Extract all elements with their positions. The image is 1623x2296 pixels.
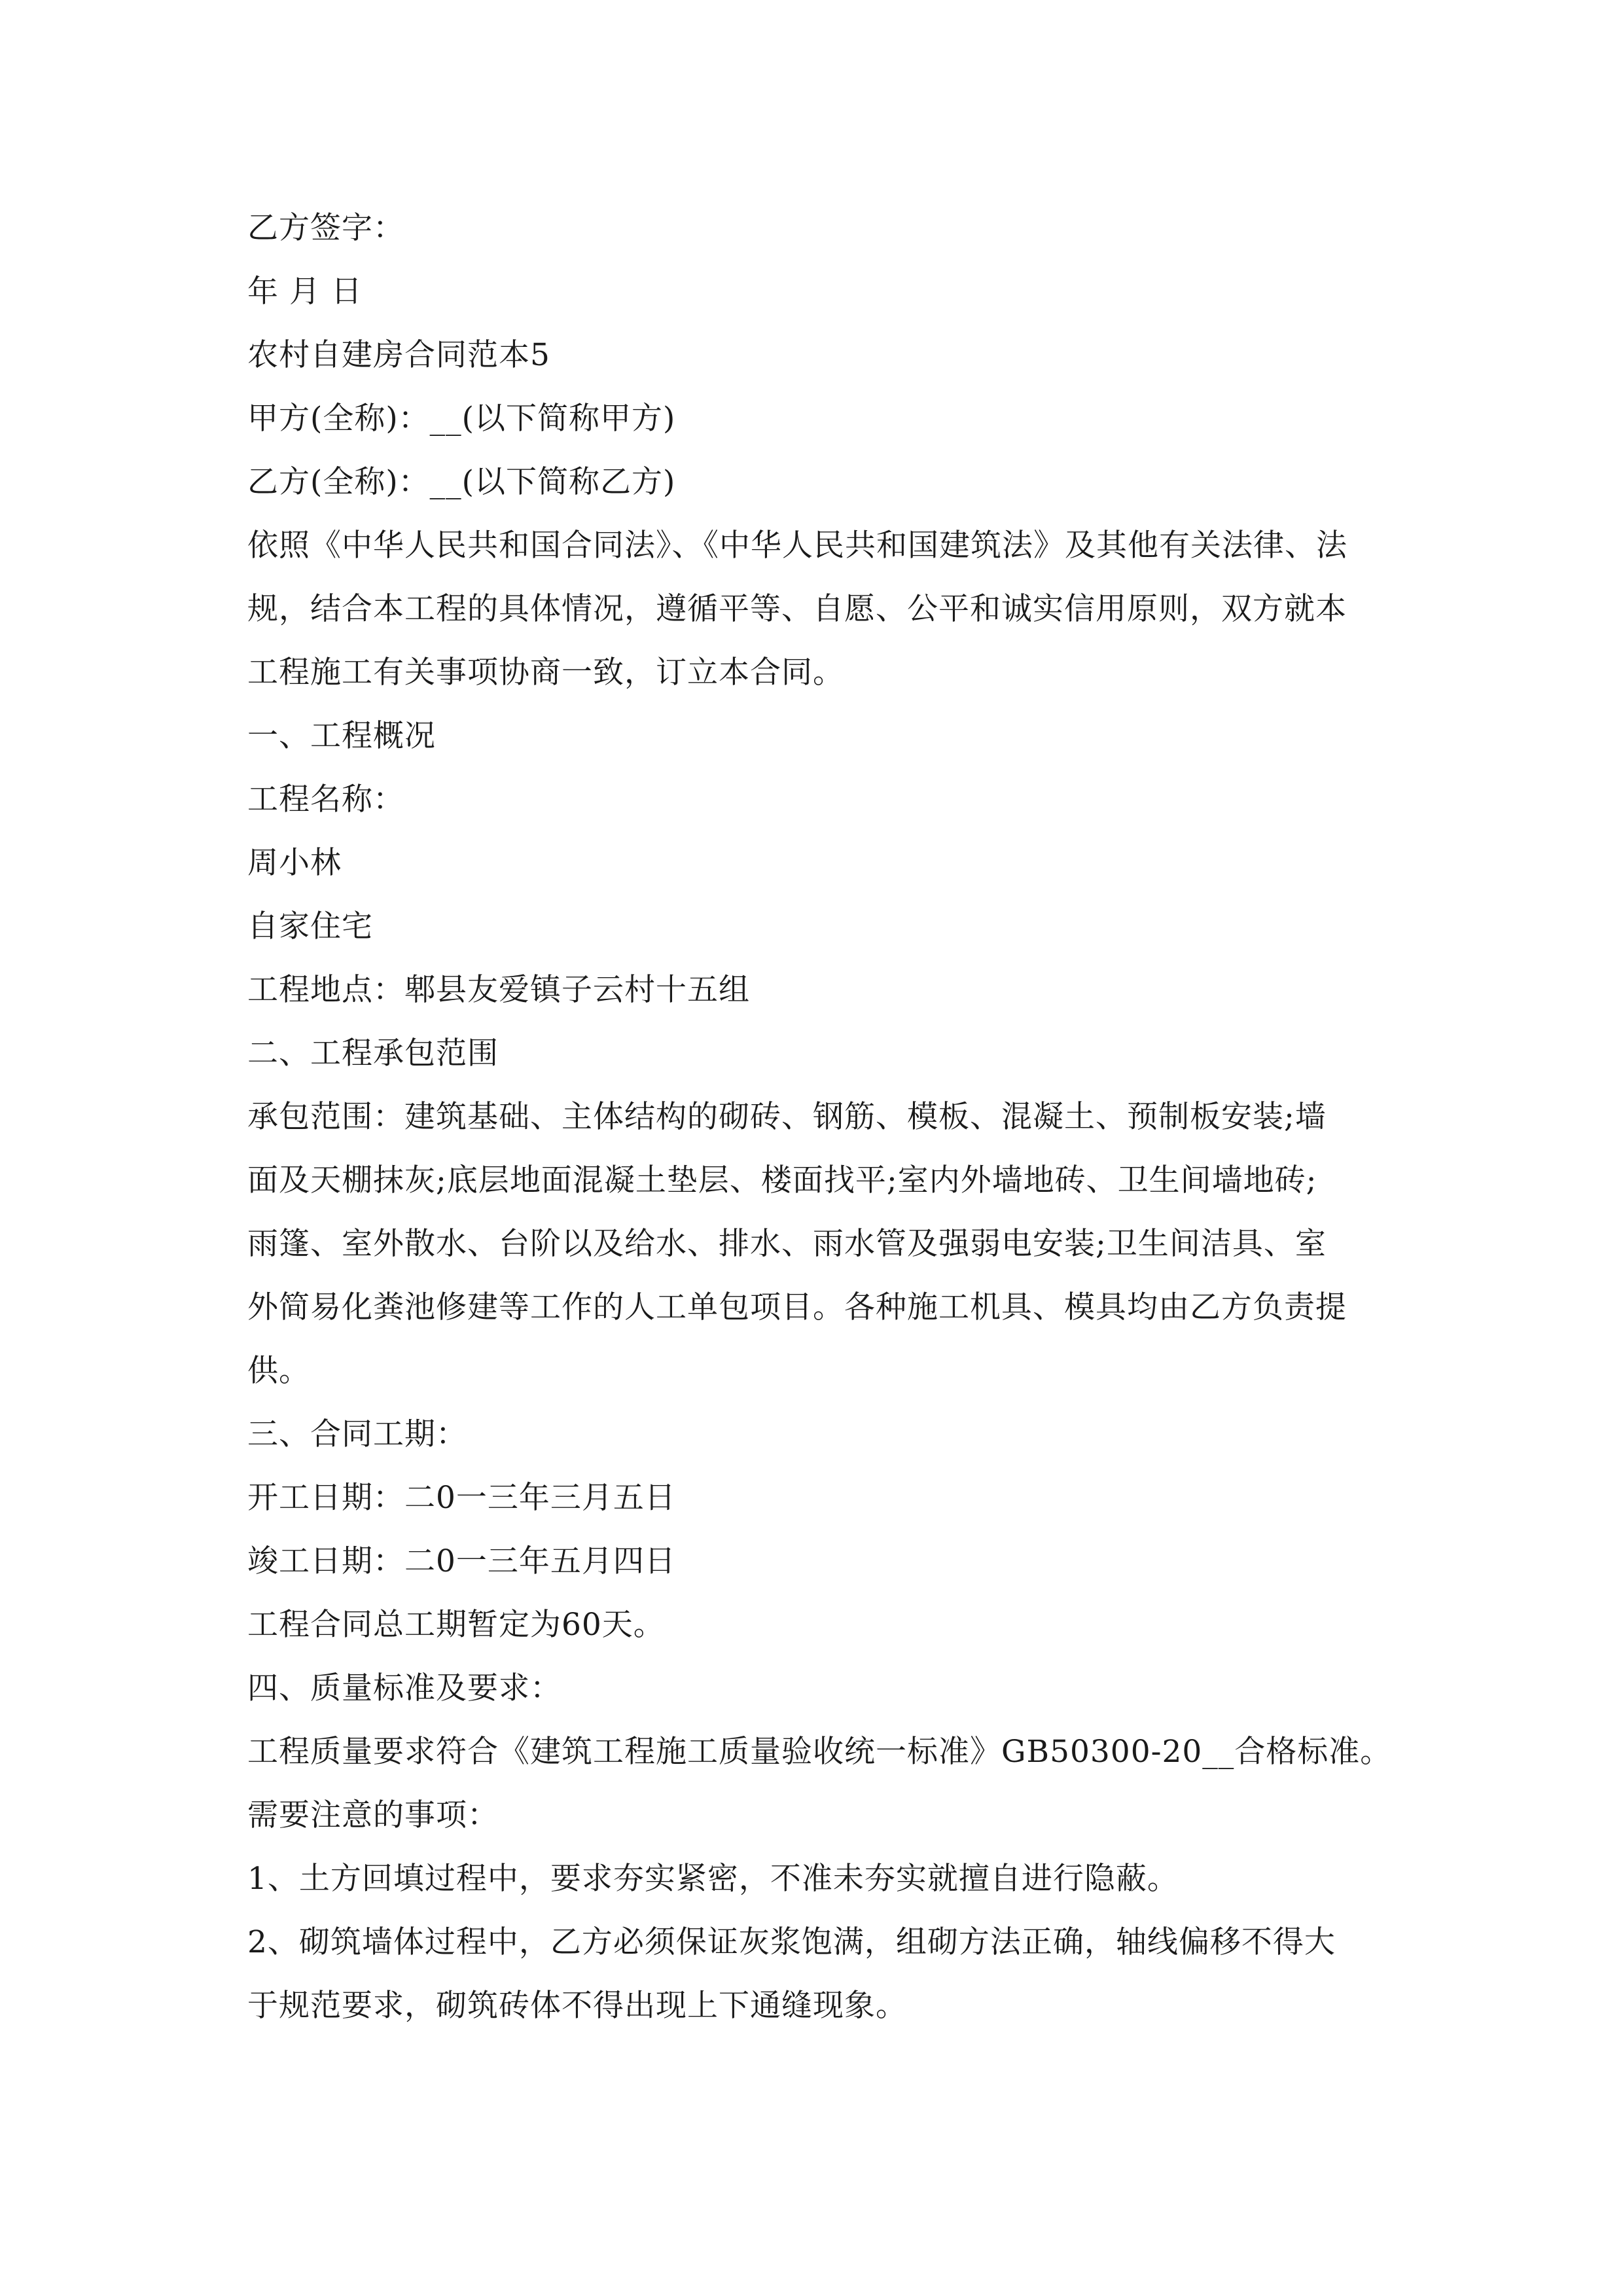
section-heading-quality: 四、质量标准及要求：	[247, 1670, 562, 1706]
total-duration: 工程合同总工期暂定为60天。	[247, 1607, 665, 1643]
project-owner: 周小林	[247, 845, 342, 881]
completion-date: 竣工日期：二0一三年五月四日	[247, 1543, 676, 1579]
party-a-line: 甲方(全称)：__(以下简称甲方)	[247, 401, 676, 437]
section-heading-schedule: 三、合同工期：	[247, 1416, 467, 1452]
scope-line-4: 外简易化粪池修建等工作的人工单包项目。各种施工机具、模具均由乙方负责提	[247, 1289, 1347, 1325]
preamble-line-3: 工程施工有关事项协商一致，订立本合同。	[247, 655, 844, 691]
date-line: 年 月 日	[247, 274, 363, 310]
document-page	[247, 196, 1399, 2037]
quality-standard: 工程质量要求符合《建筑工程施工质量验收统一标准》GB50300-20__合格标准。	[247, 1734, 1392, 1770]
scope-line-5: 供。	[247, 1353, 310, 1389]
project-type: 自家住宅	[247, 908, 373, 944]
start-date: 开工日期：二0一三年三月五日	[247, 1480, 676, 1516]
section-heading-scope: 二、工程承包范围	[247, 1035, 499, 1071]
note-item-2-line-2: 于规范要求，砌筑砖体不得出现上下通缝现象。	[247, 1988, 907, 2024]
scope-line-1: 承包范围：建筑基础、主体结构的砌砖、钢筋、模板、混凝土、预制板安装;墙	[247, 1099, 1327, 1135]
notes-heading: 需要注意的事项：	[247, 1797, 499, 1833]
scope-line-2: 面及天棚抹灰;底层地面混凝土垫层、楼面找平;室内外墙地砖、卫生间墙地砖;	[247, 1162, 1317, 1198]
signature-label-party-b: 乙方签字：	[247, 210, 404, 246]
project-location: 工程地点：郫县友爱镇子云村十五组	[247, 972, 750, 1008]
party-b-line: 乙方(全称)：__(以下简称乙方)	[247, 464, 676, 500]
preamble-line-1: 依照《中华人民共和国合同法》、《中华人民共和国建筑法》及其他有关法律、法	[247, 528, 1347, 564]
note-item-2-line-1: 2、砌筑墙体过程中，乙方必须保证灰浆饱满，组砌方法正确，轴线偏移不得大	[247, 1924, 1336, 1960]
scope-line-3: 雨篷、室外散水、台阶以及给水、排水、雨水管及强弱电安装;卫生间洁具、室	[247, 1226, 1327, 1262]
note-item-1: 1、土方回填过程中，要求夯实紧密，不准未夯实就擅自进行隐蔽。	[247, 1861, 1179, 1897]
section-heading-overview: 一、工程概况	[247, 718, 436, 754]
document-title: 农村自建房合同范本5	[247, 337, 550, 373]
preamble-line-2: 规，结合本工程的具体情况，遵循平等、自愿、公平和诚实信用原则，双方就本	[247, 591, 1347, 627]
project-name-label: 工程名称：	[247, 781, 404, 817]
